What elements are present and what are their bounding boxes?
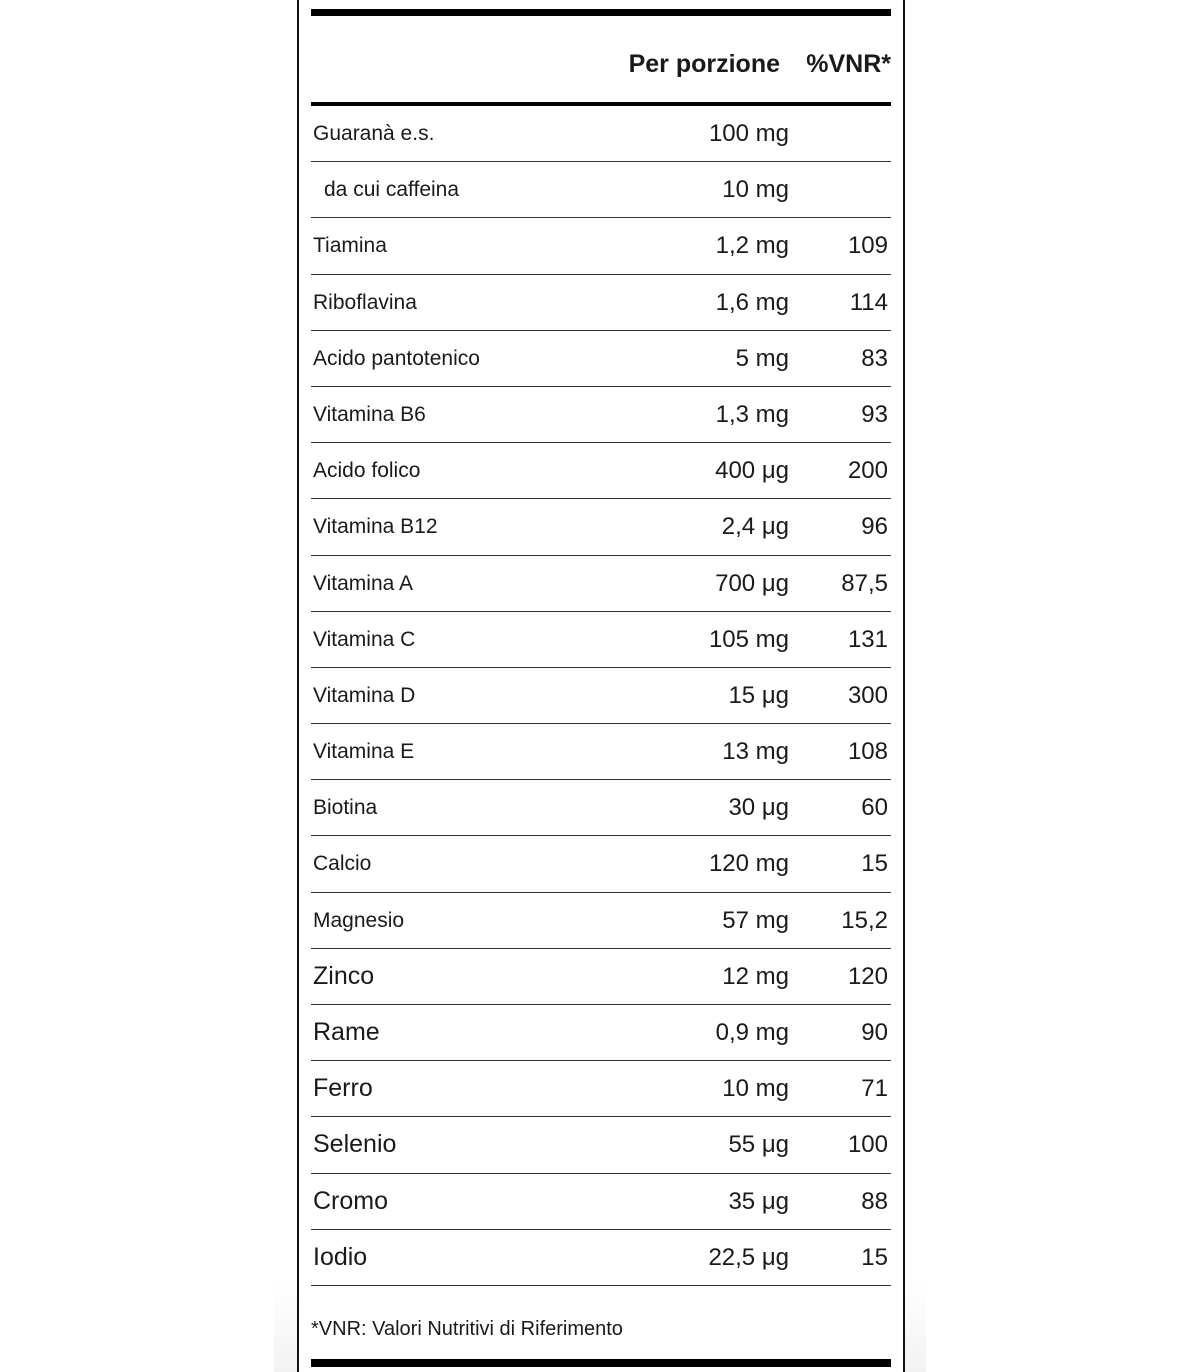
nutrient-name: Magnesio <box>313 908 405 932</box>
nutrition-rows <box>311 106 891 1286</box>
nutrient-amount: 400 μg <box>715 457 789 485</box>
nutrient-name: Acido folico <box>313 459 421 483</box>
nutrient-vnr: 108 <box>847 738 888 766</box>
table-row <box>311 1005 891 1061</box>
table-row <box>311 1174 891 1230</box>
nutrient-amount: 105 mg <box>708 625 789 653</box>
nutrient-name: Calcio <box>313 852 372 876</box>
nutrient-amount: 22,5 μg <box>708 1243 789 1271</box>
table-row <box>311 275 891 331</box>
table-row <box>311 1117 891 1173</box>
nutrient-name: Vitamina B12 <box>313 515 438 539</box>
table-row <box>311 612 891 668</box>
nutrient-name: Iodio <box>313 1242 368 1271</box>
nutrient-amount: 35 μg <box>728 1187 789 1215</box>
nutrient-name: Selenio <box>313 1130 397 1159</box>
table-row <box>311 949 891 1005</box>
table-row <box>311 218 891 274</box>
table-row <box>311 1061 891 1117</box>
nutrient-name: Guaranà e.s. <box>313 122 435 145</box>
nutrient-vnr: 100 <box>847 1131 888 1159</box>
table-row <box>311 499 891 555</box>
nutrient-amount: 2,4 μg <box>721 513 789 541</box>
table-row <box>311 331 891 387</box>
nutrient-vnr: 87,5 <box>841 569 888 597</box>
nutrient-name: Vitamina A <box>313 571 414 595</box>
footnote: *VNR: Valori Nutritivi di Riferimento <box>311 1318 623 1340</box>
nutrient-amount: 5 mg <box>735 344 789 372</box>
nutrient-amount: 1,3 mg <box>715 400 789 428</box>
nutrient-amount: 12 mg <box>722 962 789 990</box>
nutrient-vnr: 15 <box>861 850 888 878</box>
nutrient-vnr: 88 <box>861 1187 888 1215</box>
nutrient-amount: 1,6 mg <box>715 288 789 316</box>
nutrient-amount: 100 mg <box>708 120 789 147</box>
nutrient-vnr: 96 <box>861 513 888 541</box>
nutrient-vnr: 300 <box>847 681 888 709</box>
table-row <box>311 106 891 162</box>
nutrient-amount: 57 mg <box>722 906 789 934</box>
table-row <box>311 162 891 218</box>
table-row <box>311 556 891 612</box>
nutrient-name: Tiamina <box>313 234 387 258</box>
table-row <box>311 724 891 780</box>
nutrient-vnr: 60 <box>861 794 888 822</box>
nutrient-amount: 13 mg <box>722 738 789 766</box>
nutrient-name: Vitamina D <box>313 683 416 707</box>
nutrient-vnr: 83 <box>861 344 888 372</box>
nutrient-vnr: 15 <box>861 1243 888 1271</box>
table-row <box>311 1230 891 1286</box>
nutrient-amount: 15 μg <box>728 681 789 709</box>
table-row <box>311 387 891 443</box>
table-row <box>311 780 891 836</box>
nutrient-name: Ferro <box>313 1074 373 1103</box>
nutrient-vnr: 90 <box>861 1019 888 1046</box>
header-per-portion: Per porzione <box>628 50 780 78</box>
nutrient-vnr: 93 <box>861 400 888 428</box>
nutrient-vnr: 15,2 <box>841 906 888 934</box>
nutrient-name: Riboflavina <box>313 290 417 314</box>
table-header <box>311 40 891 90</box>
nutrient-name: Vitamina C <box>313 627 416 651</box>
nutrient-vnr: 114 <box>849 288 888 316</box>
nutrient-name: Rame <box>313 1018 380 1046</box>
nutrient-amount: 10 mg <box>722 176 789 204</box>
bottom-divider <box>311 1359 891 1367</box>
nutrient-name: Zinco <box>313 961 375 990</box>
header-vnr: %VNR* <box>806 50 891 78</box>
nutrient-vnr: 200 <box>847 457 888 485</box>
nutrient-name: Vitamina E <box>313 740 415 764</box>
nutrient-amount: 30 μg <box>728 794 789 822</box>
nutrient-vnr: 109 <box>847 232 888 260</box>
nutrient-amount: 700 μg <box>715 569 789 597</box>
nutrient-vnr: 131 <box>847 625 888 653</box>
nutrient-name: Biotina <box>313 796 378 820</box>
nutrient-name: Acido pantotenico <box>313 346 480 370</box>
table-row <box>311 668 891 724</box>
nutrient-amount: 10 mg <box>722 1075 789 1103</box>
nutrient-amount: 55 μg <box>728 1131 789 1159</box>
nutrient-name: Vitamina B6 <box>313 402 426 426</box>
top-divider <box>311 9 891 16</box>
nutrient-amount: 1,2 mg <box>715 232 789 260</box>
nutrient-amount: 0,9 mg <box>715 1019 789 1046</box>
table-row <box>311 836 891 892</box>
table-row <box>311 893 891 949</box>
nutrient-vnr: 120 <box>847 962 888 990</box>
nutrient-amount: 120 mg <box>708 850 789 878</box>
nutrient-name: Cromo <box>313 1186 389 1215</box>
table-row <box>311 443 891 499</box>
nutrient-name: da cui caffeina <box>324 178 460 202</box>
nutrient-vnr: 71 <box>861 1075 888 1103</box>
